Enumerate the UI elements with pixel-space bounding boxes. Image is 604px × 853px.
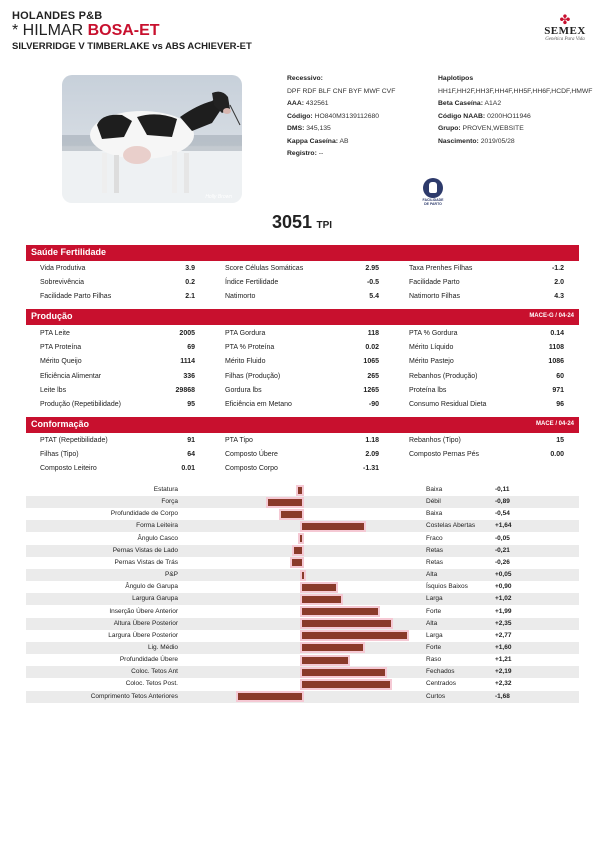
trait-direction: Centrados <box>426 680 456 688</box>
stat-label: Eficiência Alimentar <box>40 372 102 380</box>
trait-direction: Retas <box>426 558 443 566</box>
stat-value: -90 <box>368 401 379 408</box>
stat-label: Score Células Somáticas <box>225 265 304 272</box>
info-line <box>287 73 427 86</box>
info-key: Recessivo: <box>287 75 323 82</box>
stat-value: 15 <box>556 437 564 444</box>
trait-bar <box>294 547 302 554</box>
stat-value: 2.1 <box>185 293 195 301</box>
info-value: HO840M3139112680 <box>314 112 380 120</box>
stat-label: Mérito Pastejo <box>409 358 454 366</box>
trait-value: -0,26 <box>495 558 510 566</box>
breed-label: HOLANDES P&B <box>12 10 103 22</box>
stat-value: 1114 <box>180 358 195 366</box>
info-line <box>438 98 598 111</box>
maple-leaf-icon: ✤ <box>559 12 571 27</box>
stat-value: 2.09 <box>365 451 379 459</box>
trait-direction: Curtos <box>426 692 446 700</box>
stat-value: 0.01 <box>181 465 195 473</box>
info-line <box>438 111 598 124</box>
stat-value: 336 <box>183 372 195 380</box>
stat-value: 60 <box>556 372 564 380</box>
stat-label: Rebanhos (Tipo) <box>409 437 461 444</box>
stat-label: PTA Proteína <box>40 344 82 352</box>
info-line <box>287 136 427 149</box>
trait-bar <box>302 572 304 579</box>
info-line <box>287 123 427 136</box>
stat-value: -0.5 <box>366 279 379 287</box>
stat-label: Mérito Líquido <box>409 344 454 352</box>
trait-direction: Ísquios Baixos <box>426 583 468 591</box>
trait-direction: Retas <box>426 546 443 554</box>
info-key: DMS: <box>287 125 305 132</box>
bull-name <box>12 22 160 40</box>
trait-bar <box>302 523 364 530</box>
section-title: Produção <box>31 311 73 321</box>
stat-label: Natimorto <box>225 293 256 301</box>
stat-label: Proteína lbs <box>409 386 447 394</box>
trait-direction: Forte <box>426 607 442 615</box>
stat-label: Vida Produtiva <box>40 265 86 272</box>
stat-value: 96 <box>556 401 564 408</box>
stat-label: Sobrevivência <box>40 279 84 287</box>
trait-value: +2,35 <box>495 619 512 627</box>
trait-name: Lig. Médio <box>148 643 178 651</box>
trait-value: +1,02 <box>495 595 512 603</box>
trait-name: P&P <box>164 571 178 579</box>
info-value: PROVEN,WEBSITE <box>462 125 524 132</box>
trait-bar <box>302 644 363 651</box>
tpi-label: TPI <box>316 220 333 231</box>
stat-label: Filhas (Tipo) <box>40 451 79 459</box>
pedigree: SILVERRIDGE V TIMBERLAKE vs ABS ACHIEVER-ET <box>12 41 252 52</box>
bull-name-suffix: BOSA-ET <box>87 22 160 39</box>
stat-value: 1086 <box>548 358 564 366</box>
stat-label: Facilidade Parto <box>409 279 460 287</box>
stat-value: 1065 <box>363 358 379 366</box>
stat-value: 2.0 <box>554 279 564 287</box>
stat-value: -1.2 <box>551 265 564 272</box>
linear-trait-row <box>26 520 579 532</box>
trait-value: +1,60 <box>495 643 512 651</box>
trait-direction: Raso <box>426 656 442 664</box>
stat-value: 0.14 <box>550 330 564 337</box>
trait-value: +2,77 <box>495 631 512 639</box>
info-value: 432561 <box>305 100 329 107</box>
stat-value: 1265 <box>363 386 379 394</box>
stat-value: -1.31 <box>363 465 379 473</box>
stat-label: Filhas (Produção) <box>225 372 281 380</box>
cow-illustration <box>62 75 242 203</box>
stat-value: 64 <box>187 451 195 459</box>
info-value: 345,135 <box>306 125 331 132</box>
trait-bar <box>302 596 341 603</box>
tpi-score <box>0 212 604 233</box>
calving-ease-badge <box>422 178 444 206</box>
trait-direction: Fraco <box>426 534 443 542</box>
trait-value: -0,05 <box>495 534 510 542</box>
section-header-conformacao <box>26 417 579 433</box>
stat-value: 0.00 <box>550 451 564 459</box>
trait-bar <box>302 620 391 627</box>
trait-name: Ângulo Casco <box>137 534 178 542</box>
section-source: MACE / 04-24 <box>535 421 574 427</box>
info-key: Kappa Caseína: <box>287 137 338 145</box>
section-title: Saúde Fertilidade <box>31 247 107 257</box>
linear-trait-row <box>26 569 579 581</box>
info-key: Código NAAB: <box>438 112 486 120</box>
trait-name: Largura Úbere Posterior <box>108 631 178 639</box>
trait-value: +1,99 <box>495 607 512 615</box>
trait-name: Inserção Úbere Anterior <box>109 607 178 615</box>
stat-label: PTA % Gordura <box>409 330 458 337</box>
stat-label: Índice Fertilidade <box>225 279 279 287</box>
trait-name: Comprimento Tetos Anteriores <box>90 692 178 700</box>
info-value: -- <box>318 150 324 157</box>
trait-value: +0,05 <box>495 571 512 579</box>
stat-value: 265 <box>367 372 379 380</box>
trait-name: Coloc. Tetos Ant <box>131 668 178 676</box>
info-key: Beta Caseína: <box>438 100 483 107</box>
stat-label: Consumo Residual Dieta <box>409 401 487 408</box>
stat-value: 5.4 <box>369 293 379 301</box>
info-line <box>287 86 427 99</box>
stat-label: PTA % Proteína <box>225 344 275 352</box>
stat-label: Mérito Fluido <box>225 358 266 366</box>
trait-bar <box>302 584 336 591</box>
stat-value: 0.02 <box>365 344 379 352</box>
stat-label: Composto Pernas Pés <box>409 451 480 459</box>
linear-trait-row <box>26 533 579 545</box>
linear-trait-row <box>26 484 579 496</box>
stat-value: 1.18 <box>365 437 379 444</box>
stat-label: Composto Leiteiro <box>40 465 97 473</box>
trait-value: -0,89 <box>495 498 510 506</box>
trait-direction: Baixa <box>426 486 443 493</box>
info-key: AAA: <box>287 100 304 107</box>
trait-bar <box>300 535 302 542</box>
trait-bar <box>302 669 385 676</box>
trait-name: Ângulo de Garupa <box>125 583 178 591</box>
trait-bar <box>268 499 302 506</box>
section-source: MACE-G / 04-24 <box>529 313 574 319</box>
linear-trait-row <box>26 678 579 690</box>
linear-trait-row <box>26 545 579 557</box>
info-value: 2019/05/28 <box>480 137 515 145</box>
info-key: Nascimento: <box>438 137 479 145</box>
logo-brand: SEMEX <box>544 25 586 37</box>
trait-name: Força <box>161 498 178 506</box>
stat-value: 4.3 <box>554 293 564 301</box>
trait-name: Estatura <box>153 486 178 493</box>
linear-trait-row <box>26 691 579 703</box>
trait-value: +1,21 <box>495 656 512 664</box>
linear-trait-row <box>26 606 579 618</box>
trait-name: Profundidade Úbere <box>119 656 178 664</box>
info-key: Haplotipos <box>438 75 474 82</box>
info-line <box>287 148 427 161</box>
logo-tagline: Genética Para Vida <box>545 37 585 42</box>
trait-value: +2,19 <box>495 668 512 676</box>
stat-value: 91 <box>187 437 195 444</box>
photo-credit: Holly Brown <box>205 194 232 200</box>
info-value: AB <box>339 137 349 145</box>
info-key: Código: <box>287 112 313 120</box>
stat-label: Composto Corpo <box>225 465 278 473</box>
stat-value: 95 <box>187 401 195 408</box>
stat-label: PTAT (Repetibilidade) <box>40 437 108 444</box>
stat-label: Composto Úbere <box>225 451 278 459</box>
trait-direction: Débil <box>426 498 441 506</box>
info-key: Registro: <box>287 150 317 157</box>
linear-trait-row <box>26 630 579 642</box>
stat-label: Leite lbs <box>40 386 67 394</box>
trait-name: Pernas Vistas de Lado <box>112 546 178 554</box>
stat-value: 29868 <box>175 386 195 394</box>
linear-trait-row <box>26 496 579 508</box>
stat-value: 2.95 <box>365 265 379 272</box>
info-line <box>438 136 598 149</box>
stat-label: Facilidade Parto Filhas <box>40 293 112 301</box>
trait-value: +2,32 <box>495 680 512 688</box>
trait-direction: Baixa <box>426 510 443 518</box>
trait-value: +0,90 <box>495 583 512 591</box>
section-header-saude <box>26 245 579 261</box>
trait-name: Largura Garupa <box>132 595 178 603</box>
info-value: DPF RDF BLF CNF BYF MWF CVF <box>287 87 396 95</box>
info-line <box>287 98 427 111</box>
linear-trait-row <box>26 581 579 593</box>
tpi-value: 3051 <box>271 212 313 232</box>
trait-value: -1,68 <box>495 692 510 700</box>
trait-name: Profundidade de Corpo <box>110 510 178 518</box>
trait-name: Pernas Vistas de Trás <box>114 558 178 566</box>
stat-label: Taxa Prenhes Filhas <box>409 265 473 272</box>
info-value: A1A2 <box>484 100 502 107</box>
trait-bar <box>292 559 302 566</box>
stat-label: Produção (Repetibilidade) <box>40 401 121 408</box>
linear-trait-row <box>26 666 579 678</box>
stat-value: 69 <box>187 344 195 352</box>
trait-value: -0,21 <box>495 546 510 554</box>
info-line <box>438 73 598 86</box>
trait-value: +1,64 <box>495 522 512 530</box>
trait-bar <box>298 487 302 494</box>
linear-trait-row <box>26 642 579 654</box>
linear-trait-row <box>26 618 579 630</box>
bull-name-prefix: * HILMAR <box>12 22 84 39</box>
info-right <box>438 73 598 148</box>
stat-label: Mérito Queijo <box>40 358 82 366</box>
trait-name: Forma Leiteira <box>136 522 178 530</box>
trait-name: Altura Úbere Posterior <box>113 619 178 627</box>
stat-label: Rebanhos (Produção) <box>409 372 478 380</box>
section-title: Conformação <box>31 419 90 429</box>
trait-name: Coloc. Tetos Post. <box>125 680 178 688</box>
stat-value: 0.2 <box>185 279 195 287</box>
bull-photo <box>62 75 242 203</box>
trait-direction: Larga <box>426 631 443 639</box>
semex-logo <box>540 14 590 42</box>
info-key: Grupo: <box>438 125 461 132</box>
stat-value: 971 <box>552 386 564 394</box>
info-line <box>287 111 427 124</box>
info-value: 0200HO11946 <box>487 112 531 120</box>
info-line <box>438 86 598 99</box>
trait-direction: Alta <box>426 571 438 579</box>
stat-label: PTA Tipo <box>225 437 253 444</box>
trait-bar <box>281 511 302 518</box>
calving-ease-caption: FACILIDADE DE PARTO <box>422 198 444 206</box>
stat-label: Natimorto Filhas <box>409 293 460 301</box>
stat-value: 118 <box>367 330 379 337</box>
stat-label: Eficiência em Metano <box>225 401 292 408</box>
linear-trait-row <box>26 557 579 569</box>
trait-direction: Alta <box>426 619 438 627</box>
stat-value: 2005 <box>179 330 195 337</box>
trait-bar <box>302 608 378 615</box>
trait-bar <box>302 632 407 639</box>
trait-bar <box>238 693 302 700</box>
section-header-producao <box>26 309 579 325</box>
stat-label: Gordura lbs <box>225 386 262 394</box>
trait-direction: Costelas Abertas <box>426 522 476 530</box>
linear-trait-row <box>26 654 579 666</box>
stat-value: 1108 <box>548 344 564 352</box>
calving-ease-icon <box>423 178 443 198</box>
linear-trait-row <box>26 508 579 520</box>
info-value: HH1F,HH2F,HH3F,HH4F,HH5F,HH6F,HCDF,HMWF <box>438 87 593 95</box>
trait-value: -0,54 <box>495 510 510 518</box>
stat-value: 3.9 <box>185 265 195 272</box>
trait-bar <box>302 657 348 664</box>
info-line <box>438 123 598 136</box>
trait-direction: Fechados <box>426 668 455 676</box>
trait-direction: Forte <box>426 643 442 651</box>
info-left <box>287 73 427 161</box>
stat-label: PTA Gordura <box>225 330 266 337</box>
trait-bar <box>302 681 390 688</box>
trait-value: -0,11 <box>495 486 510 493</box>
stat-label: PTA Leite <box>40 330 70 337</box>
linear-trait-row <box>26 593 579 605</box>
trait-direction: Larga <box>426 595 443 603</box>
